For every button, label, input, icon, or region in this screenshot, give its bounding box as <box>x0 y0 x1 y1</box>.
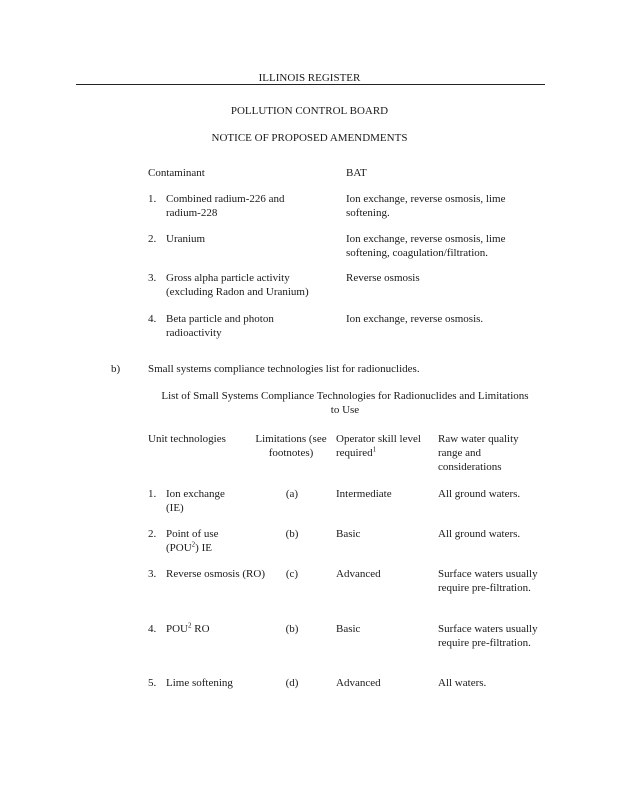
section-b-label: b) <box>111 363 121 375</box>
footnote-marker: 2 <box>191 540 196 549</box>
unit-cell: Lime softening <box>166 677 233 689</box>
footnote-marker: 1 <box>372 445 377 454</box>
contaminant-cell: Combined radium-226 and radium-228 <box>166 193 285 219</box>
register-title: ILLINOIS REGISTER <box>258 72 361 84</box>
limitation-cell: (b) <box>285 623 299 635</box>
row-number: 5. <box>148 677 157 689</box>
board-title: POLLUTION CONTROL BOARD <box>230 105 389 117</box>
unit-text: Point of use (POU <box>166 528 219 554</box>
water-cell: All ground waters. <box>438 488 521 500</box>
water-cell: Surface waters usually require pre-filtration. <box>438 623 538 649</box>
contaminant-cell: Uranium <box>166 233 206 245</box>
bat-cell: Reverse osmosis <box>346 272 420 284</box>
row-number: 4. <box>148 623 157 635</box>
col-water-header: Raw water quality range and considerations <box>438 433 519 473</box>
row-number: 3. <box>148 568 157 580</box>
header-rule <box>76 84 545 85</box>
water-cell: All ground waters. <box>438 528 521 540</box>
skill-cell: Intermediate <box>336 488 392 500</box>
bat-cell: Ion exchange, reverse osmosis, lime softening, coagulation/filtration. <box>346 233 506 259</box>
limitation-cell: (c) <box>285 568 299 580</box>
small-table-title: List of Small Systems Compliance Technologies for Radionuclides and Limitations to Use <box>161 390 529 416</box>
contaminant-cell: Gross alpha particle activity (excluding Radon and Uranium) <box>166 272 309 298</box>
col-bat-header: BAT <box>346 167 367 179</box>
notice-title: NOTICE OF PROPOSED AMENDMENTS <box>211 132 408 144</box>
unit-cell <box>166 527 241 555</box>
footnote-marker: 2 <box>188 621 192 630</box>
col-contaminant-header: Contaminant <box>148 167 205 179</box>
bat-cell: Ion exchange, reverse osmosis. <box>346 313 484 325</box>
unit-cell: Reverse osmosis (RO) <box>166 568 265 580</box>
water-cell: All waters. <box>438 677 487 689</box>
col-limitations-header: Limitations (see footnotes) <box>255 433 327 459</box>
unit-text: RO <box>191 623 210 635</box>
unit-cell: Ion exchange (IE) <box>166 488 225 514</box>
skill-header-text: Operator skill level required <box>336 433 421 459</box>
skill-cell: Advanced <box>336 568 381 580</box>
unit-text: POU <box>166 623 189 635</box>
row-number: 3. <box>148 272 157 284</box>
unit-text: ) IE <box>195 542 212 554</box>
limitation-cell: (d) <box>285 677 299 689</box>
section-b-text: Small systems compliance technologies list for radionuclides. <box>148 363 420 375</box>
col-unit-header: Unit technologies <box>148 433 226 445</box>
row-number: 1. <box>148 193 157 205</box>
row-number: 4. <box>148 313 157 325</box>
limitation-cell: (a) <box>285 488 299 500</box>
row-number: 1. <box>148 488 157 500</box>
skill-cell: Basic <box>336 623 361 635</box>
col-skill-header <box>336 432 436 460</box>
skill-cell: Advanced <box>336 677 381 689</box>
limitation-cell: (b) <box>285 528 299 540</box>
contaminant-cell: Beta particle and photon radioactivity <box>166 313 274 339</box>
unit-cell <box>166 622 266 636</box>
water-cell: Surface waters usually require pre-filtration. <box>438 568 538 594</box>
row-number: 2. <box>148 528 157 540</box>
bat-cell: Ion exchange, reverse osmosis, lime softening. <box>346 193 506 219</box>
row-number: 2. <box>148 233 157 245</box>
skill-cell: Basic <box>336 528 361 540</box>
